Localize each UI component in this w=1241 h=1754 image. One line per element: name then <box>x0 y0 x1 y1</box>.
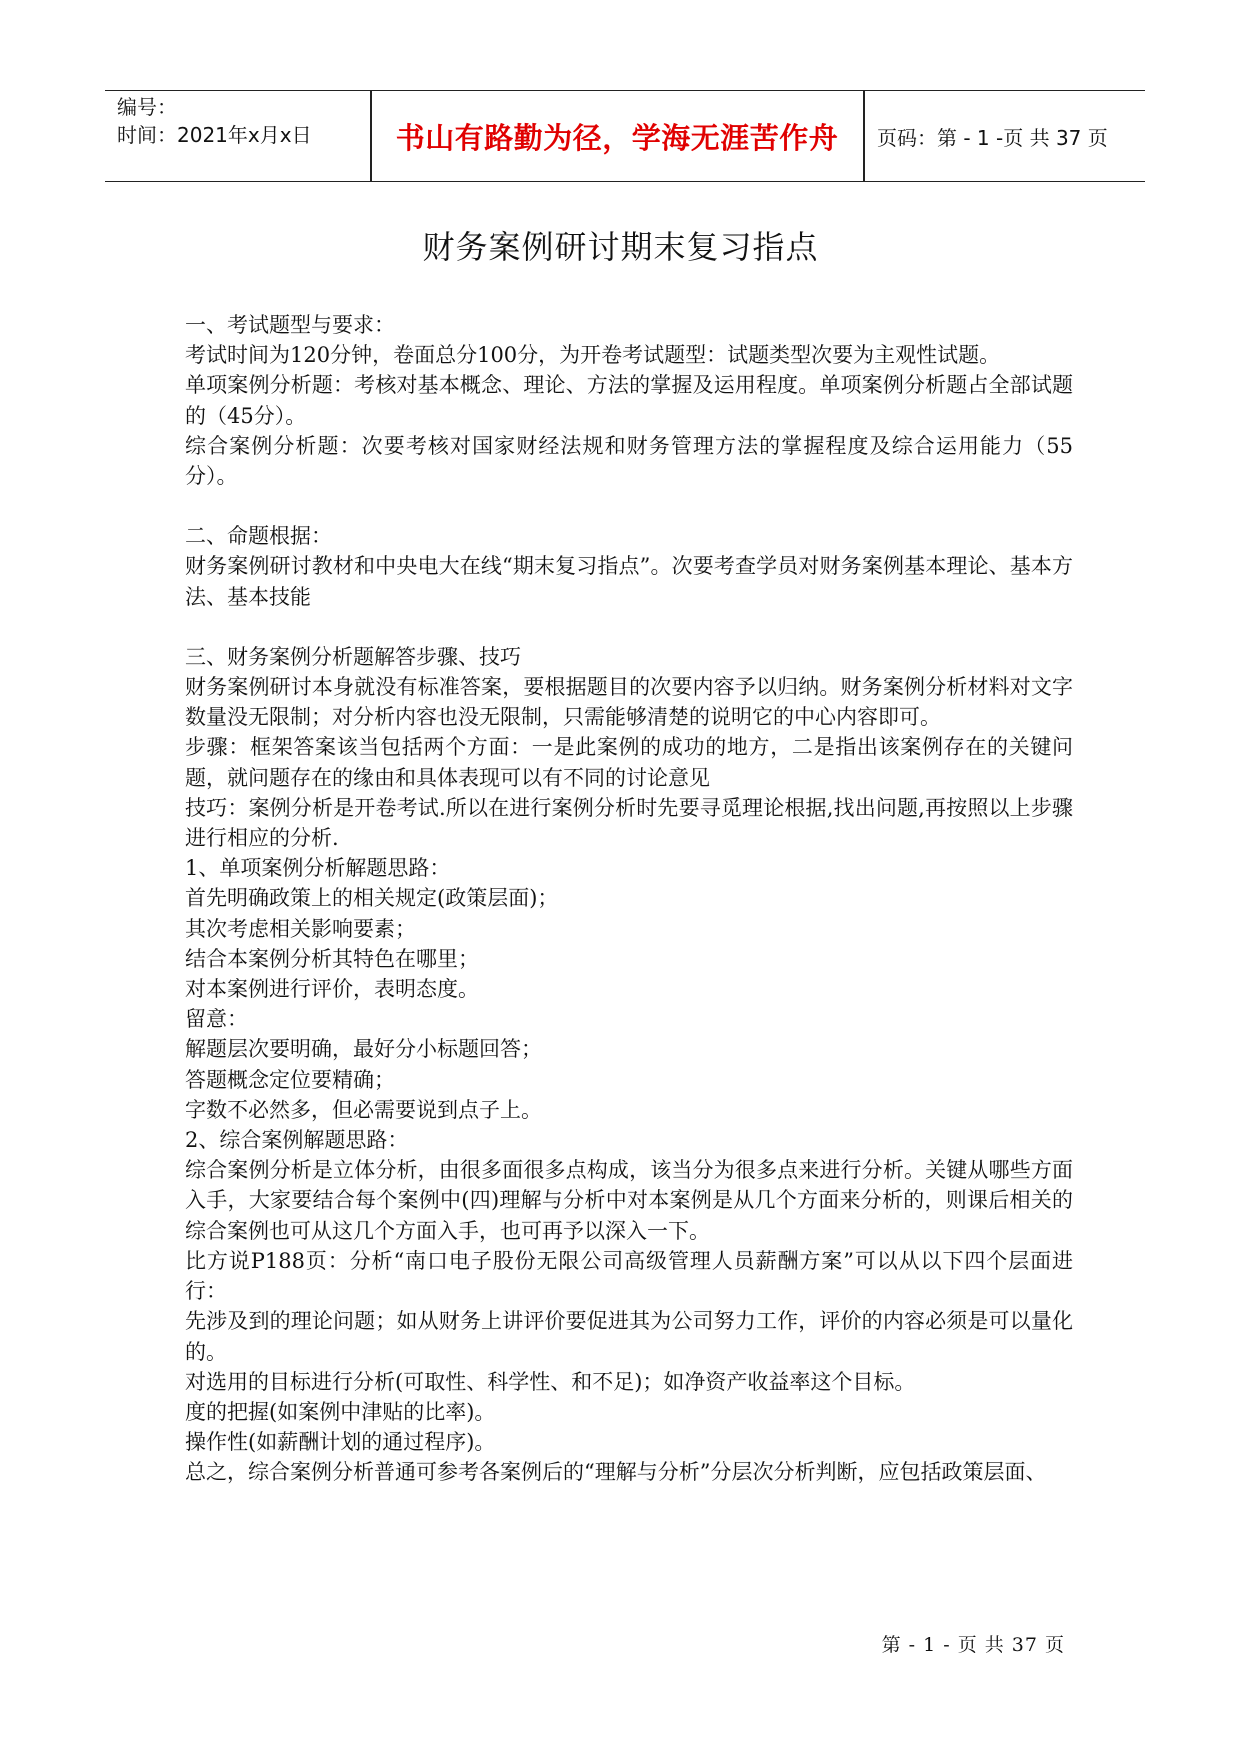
paragraph: 单项案例分析题：考核对基本概念、理论、方法的掌握及运用程度。单项案例分析题占全部试题的（45分）。 <box>185 373 1073 428</box>
document-body <box>185 310 1073 1488</box>
paragraph: 技巧：案例分析是开卷考试.所以在进行案例分析时先要寻觅理论根据,找出问题,再按照以上步骤进行相应的分析. <box>185 795 1073 851</box>
paragraph: 首先明确政策上的相关规定(政策层面)； <box>185 886 559 911</box>
header-motto: 书山有路勤为径，学海无涯苦作舟 <box>395 120 839 155</box>
header-page-number: 页码：第 - 1 -页 共 37 页 <box>877 125 1108 150</box>
document-title: 财务案例研讨期末复习指点 <box>422 228 819 266</box>
paragraph: 考试时间为120分钟，卷面总分100分，为开卷考试题型：试题类型次要为主观性试题。 <box>185 343 1001 368</box>
section-heading-basis: 二、命题根据： <box>185 524 332 549</box>
paragraph: 对本案例进行评价，表明态度。 <box>185 977 479 1002</box>
header-meta <box>117 93 362 149</box>
paragraph: 对选用的目标进行分析(可取性、科学性、和不足)；如净资产收益率这个目标。 <box>185 1369 916 1394</box>
paragraph: 字数不必然多，但必需要说到点子上。 <box>185 1097 542 1122</box>
paragraph: 度的把握(如案例中津贴的比率)。 <box>185 1399 496 1424</box>
header-divider-right <box>863 91 865 181</box>
paragraph: 留意： <box>185 1007 248 1032</box>
paragraph: 综合案例分析题：次要考核对国家财经法规和财务管理方法的掌握程度及综合运用能力（55分）。 <box>185 433 1073 489</box>
section-heading-exam-format: 一、考试题型与要求： <box>185 313 395 337</box>
section-heading-steps: 三、财务案例分析题解答步骤、技巧 <box>185 644 521 669</box>
paragraph: 解题层次要明确，最好分小标题回答； <box>185 1037 542 1062</box>
paragraph: 财务案例研讨教材和中央电大在线“期末复习指点”。次要考查学员对财务案例基本理论、基本方法、基本技能 <box>185 554 1073 609</box>
paragraph: 比方说P188页：分析“南口电子股份无限公司高级管理人员薪酬方案”可以从以下四个层面进行： <box>185 1248 1073 1304</box>
paragraph: 财务案例研讨本身就没有标准答案，要根据题目的次要内容予以归纳。财务案例分析材料对文字数量没无限制；对分析内容也没无限制，只需能够清楚的说明它的中心内容即可。 <box>185 675 1073 730</box>
subheading-comprehensive-case: 2、综合案例解题思路： <box>185 1128 409 1153</box>
subheading-single-case: 1、单项案例分析解题思路： <box>185 856 451 881</box>
paragraph: 步骤：框架答案该当包括两个方面：一是此案例的成功的地方，二是指出该案例存在的关键问题，就问题存在的缘由和具体表现可以有不同的讨论意见 <box>185 735 1073 790</box>
paragraph: 先涉及到的理论问题；如从财务上讲评价要促进其为公司努力工作，评价的内容必须是可以量化的。 <box>185 1309 1073 1364</box>
paragraph: 操作性(如薪酬计划的通过程序)。 <box>185 1430 496 1455</box>
paragraph: 总之，综合案例分析普通可参考各案例后的“理解与分析”分层次分析判断，应包括政策层面、 <box>185 1460 1047 1485</box>
document-time-label: 时间：2021年x月x日 <box>117 123 312 147</box>
page-footer: 第 - 1 - 页 共 37 页 <box>881 1634 1065 1656</box>
page-header <box>105 90 1145 182</box>
paragraph: 结合本案例分析其特色在哪里； <box>185 946 479 971</box>
document-number-label: 编号： <box>117 95 177 119</box>
paragraph: 其次考虑相关影响要素； <box>185 916 416 941</box>
paragraph: 综合案例分析是立体分析，由很多面很多点构成，该当分为很多点来进行分析。关键从哪些方面入手，大家要结合每个案例中(四)理解与分析中对本案例是从几个方面来分析的，则课后相关的综合案例也可从这几个方面入手，也可再予以深入一下。 <box>185 1158 1073 1243</box>
paragraph: 答题概念定位要精确； <box>185 1067 395 1092</box>
